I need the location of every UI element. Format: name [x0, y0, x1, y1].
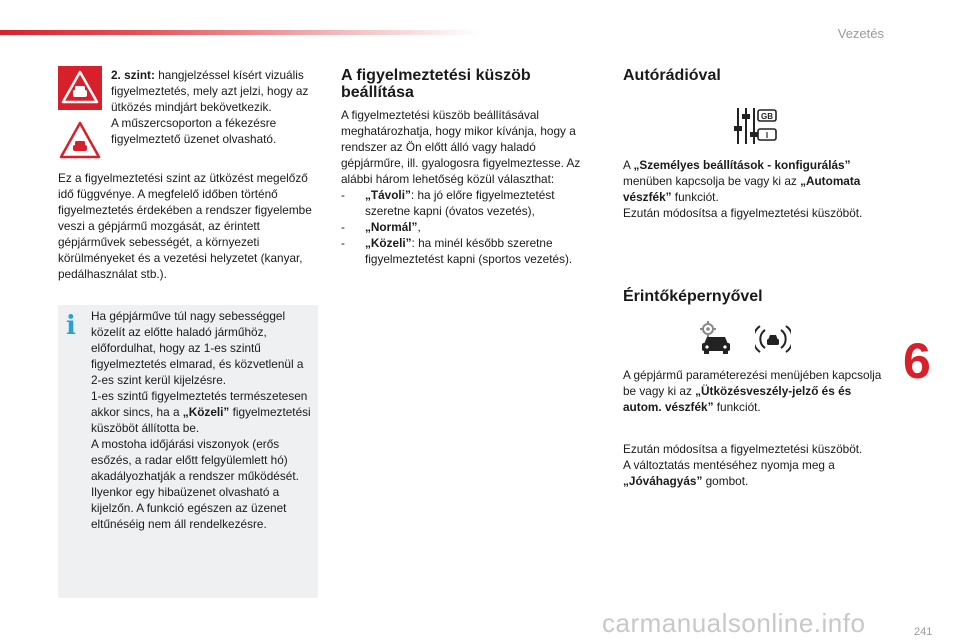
page-number: 241	[914, 626, 933, 638]
level-timing-paragraph: Ez a figyelmeztetési szint az ütközést megelőző idő függvénye. A megfelelő időben történő figyelmeztetés érdekében a rendszer figyelembe veszi a gépjármű mozgását, az érintett gépjárművek sebességét, a környezeti körülményeket és a vezetési helyzetet (kanyar, pedálhasználat stb.).	[58, 171, 312, 281]
option-far: - „Távoli”: ha jó előre figyelmeztetést szeretne kapni (óvatos vezetés),	[341, 187, 586, 219]
threshold-title: A figyelmeztetési küszöb beállítása	[341, 67, 531, 101]
radio-icon-label-top: GB	[761, 112, 773, 121]
footer-watermark: carmanualsonline.info	[602, 608, 866, 638]
threshold-intro: A figyelmeztetési küszöb beállításával meghatározhatja, hogy mikor kívánja, hogy a rendszer az Ön előtt álló vagy haladó gépjárműre, ill. gyalogosra figyelmeztesse. Az alábbi három lehetőség közül választhat:	[341, 108, 581, 186]
touch-paragraph-2: Ezután módosítsa a figyelmeztetési küszöböt.	[623, 442, 863, 456]
note-paragraph-4: Ilyenkor egy hibaüzenet olvasható a kijelzőn. A funkció egészen az üzenet eltűnéséig nem áll rendelkezésre.	[91, 485, 287, 531]
radio-paragraph-2: Ezután módosítsa a figyelmeztetési küszöböt.	[623, 206, 863, 220]
header-accent-bar	[0, 30, 480, 35]
radio-settings-icon	[733, 106, 779, 146]
note-paragraph-1: Ha gépjárműve túl nagy sebességgel közelít az előtte haladó járműhöz, előfordulhat, hogy az 1-es szintű figyelmeztetés elmarad, és közvetlenül a 2-es szint kerül kijelzésre.	[91, 309, 304, 387]
radio-paragraph-1: A „Személyes beállítások - konfigurálás” menüben kapcsolja be vagy ki az „Automata vészfék” funkciót.	[623, 158, 861, 204]
section-title: Vezetés	[837, 26, 884, 41]
info-icon: i	[66, 311, 76, 341]
touchscreen-instructions-2	[623, 441, 883, 489]
touch-paragraph-3: A változtatás mentéséhez nyomja meg a „Jóváhagyás” gombot.	[623, 458, 835, 488]
car-settings-icon	[698, 320, 734, 356]
info-note-box	[58, 305, 318, 598]
threshold-options-list	[341, 187, 586, 267]
threshold-text	[341, 107, 586, 267]
chapter-number: 6	[903, 333, 931, 389]
radio-icon-label-bottom: I	[765, 131, 769, 140]
level2-text-2: A műszercsoporton a fékezésre figyelmeztető üzenet olvasható.	[111, 116, 277, 146]
note-paragraph-2: 1-es szintű figyelmeztetés természetesen akkor sincs, ha a „Közeli” figyelmeztetési küszöböt állította be.	[91, 389, 311, 435]
touchscreen-title: Érintőképernyővel	[623, 288, 763, 305]
note-text	[91, 308, 313, 532]
level2-description	[111, 67, 321, 147]
option-near: - „Közeli”: ha minél később szeretne figyelmeztetést kapni (sportos vezetés).	[341, 235, 586, 267]
option-normal: - „Normál”,	[341, 219, 586, 235]
radio-instructions	[623, 157, 883, 221]
touchscreen-instructions	[623, 367, 883, 415]
collision-alert-icon	[755, 322, 791, 356]
collision-alert-red-icon	[58, 66, 102, 110]
level2-text: hangjelzéssel kísért vizuális figyelmeztetés, mely azt jelzi, hogy az ütközés mindjárt bekövetkezik.	[111, 68, 309, 114]
brake-warning-icon	[58, 120, 102, 160]
radio-title: Autórádióval	[623, 67, 721, 84]
note-paragraph-3: A mostoha időjárási viszonyok (erős esőzés, a radar előtt felgyülemlett hó) akadályozhatják a rendszer működését.	[91, 437, 299, 483]
touch-paragraph-1: A gépjármű paraméterezési menüjében kapcsolja be vagy ki az „Ütközésveszély-jelző és és autom. vészfék” funkciót.	[623, 368, 882, 414]
level2-label: 2. szint:	[111, 68, 155, 82]
